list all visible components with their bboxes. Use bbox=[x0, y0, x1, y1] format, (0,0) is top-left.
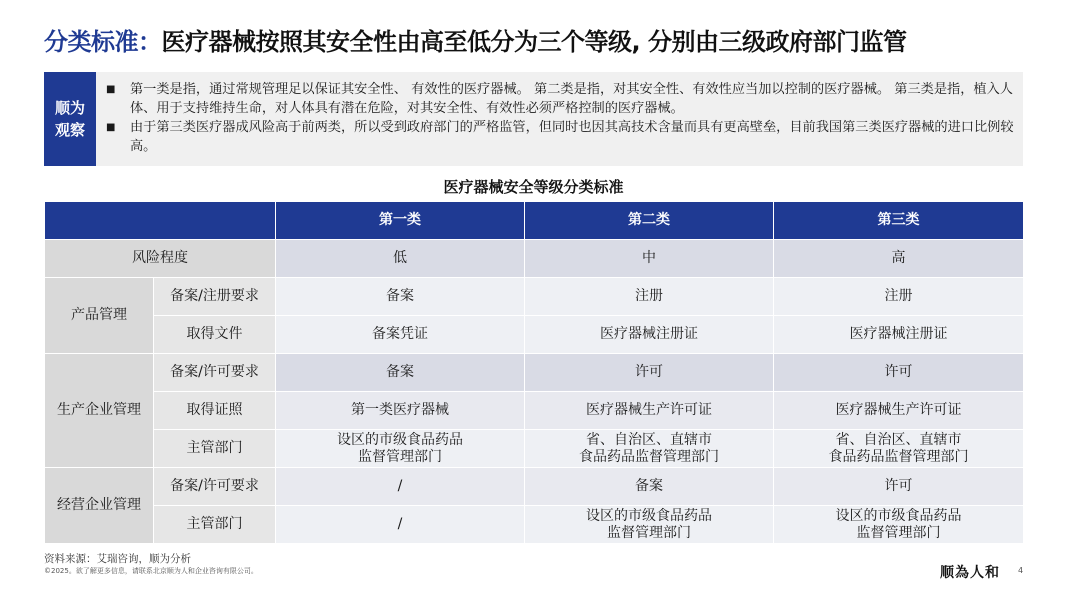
table-header-row bbox=[45, 202, 1024, 240]
product-mgmt-label: 产品管理 bbox=[45, 278, 154, 354]
risk-class-2: 中 bbox=[525, 240, 774, 278]
observation-text-1: 第一类是指，通过常规管理足以保证其安全性、 有效性的医疗器械。 第二类是指，对其安全性、有效性应当加以控制的医疗器械。 第三类是指，植入人体、用于支持维持生命，对人体具有潜在危险，对其安全性、有效性必须严格控制的医疗器械。 bbox=[130, 82, 1013, 116]
cell-line-2: 食品药品监督管理部门 bbox=[828, 448, 969, 465]
observation-label bbox=[44, 72, 96, 166]
header-class-1: 第一类 bbox=[276, 202, 525, 240]
observation-panel bbox=[44, 72, 1023, 166]
observation-list bbox=[106, 80, 1017, 156]
header-class-2: 第二类 bbox=[525, 202, 774, 240]
table-row bbox=[45, 430, 1024, 468]
title-accent: 分类标准： bbox=[44, 28, 162, 56]
table-row bbox=[45, 354, 1024, 392]
production-row-3-label: 主管部门 bbox=[154, 430, 276, 468]
page-number: 4 bbox=[1018, 566, 1024, 575]
observation-text-2: 由于第三类医疗器成风险高于前两类，所以受到政府部门的严格监管，但同时也因其高技术含量而具有更高壁垒，目前我国第三类医疗器械的进口比例较高。 bbox=[130, 120, 1014, 154]
header-blank bbox=[45, 202, 276, 240]
production-row-3-class-3 bbox=[774, 430, 1024, 468]
product-row-2-class-3: 医疗器械注册证 bbox=[774, 316, 1024, 354]
cell-line-1: 设区的市级食品药品 bbox=[835, 507, 962, 524]
header-class-3: 第三类 bbox=[774, 202, 1024, 240]
production-row-1-class-1: 备案 bbox=[276, 354, 525, 392]
cell-line-1: 设区的市级食品药品 bbox=[586, 507, 712, 524]
production-row-2-label: 取得证照 bbox=[154, 392, 276, 430]
operation-mgmt-label: 经营企业管理 bbox=[45, 468, 154, 544]
operation-row-2-class-1 bbox=[276, 506, 525, 544]
company-logo: 顺為人和 bbox=[940, 565, 1000, 581]
observation-bullet-1 bbox=[106, 80, 1017, 118]
table-row bbox=[45, 506, 1024, 544]
product-row-2-label: 取得文件 bbox=[154, 316, 276, 354]
cell-line-2: 监督管理部门 bbox=[856, 524, 941, 541]
operation-row-1-class-3: 许可 bbox=[774, 468, 1024, 506]
product-row-1-class-1: 备案 bbox=[276, 278, 525, 316]
production-row-1-label: 备案/许可要求 bbox=[154, 354, 276, 392]
operation-row-1-label: 备案/许可要求 bbox=[154, 468, 276, 506]
operation-row-1-class-1: / bbox=[276, 468, 525, 506]
production-mgmt-label: 生产企业管理 bbox=[45, 354, 154, 468]
product-row-2-class-1: 备案凭证 bbox=[276, 316, 525, 354]
cell-line-1: 设区的市级食品药品 bbox=[337, 431, 463, 448]
title-main: 医疗器械按照其安全性由高至低分为三个等级, 分别由三级政府部门监管 bbox=[161, 28, 907, 56]
source-note: 资料来源：艾瑞咨询，顺为分析 bbox=[44, 553, 191, 565]
operation-row-1-class-2: 备案 bbox=[525, 468, 774, 506]
production-row-2-class-3: 医疗器械生产许可证 bbox=[774, 392, 1024, 430]
cell-line-2: 食品药品监督管理部门 bbox=[579, 448, 719, 465]
product-row-1-label: 备案/注册要求 bbox=[154, 278, 276, 316]
observation-label-line1: 顺为 bbox=[54, 99, 85, 117]
production-row-1-class-3: 许可 bbox=[774, 354, 1024, 392]
observation-label-line2: 观察 bbox=[54, 121, 85, 139]
product-row-1-class-2: 注册 bbox=[525, 278, 774, 316]
table-caption: 医疗器械安全等级分类标准 bbox=[443, 178, 624, 196]
cell-line-1: / bbox=[397, 516, 403, 532]
table-row bbox=[45, 278, 1024, 316]
product-row-1-class-3: 注册 bbox=[774, 278, 1024, 316]
risk-class-3: 高 bbox=[774, 240, 1024, 278]
risk-class-1: 低 bbox=[276, 240, 525, 278]
operation-row-2-class-3 bbox=[774, 506, 1024, 544]
production-row-2-class-2: 医疗器械生产许可证 bbox=[525, 392, 774, 430]
classification-table bbox=[44, 201, 1024, 544]
operation-row-2-class-2 bbox=[525, 506, 774, 544]
copyright-note: ©2025。欲了解更多信息，请联系北京顺为人和企业咨询有限公司。 bbox=[44, 567, 258, 575]
production-row-3-class-1 bbox=[276, 430, 525, 468]
production-row-3-class-2 bbox=[525, 430, 774, 468]
cell-line-2: 监督管理部门 bbox=[607, 524, 691, 541]
page-title bbox=[44, 22, 906, 57]
table-row bbox=[45, 240, 1024, 278]
cell-line-1: 省、自治区、直辖市 bbox=[586, 431, 712, 448]
cell-line-2: 监督管理部门 bbox=[358, 448, 442, 465]
table-row bbox=[45, 468, 1024, 506]
square-bullet-icon: ■ bbox=[106, 84, 116, 95]
operation-row-2-label: 主管部门 bbox=[154, 506, 276, 544]
cell-line-1: 省、自治区、直辖市 bbox=[835, 431, 962, 448]
observation-bullet-2 bbox=[106, 118, 1017, 156]
production-row-1-class-2: 许可 bbox=[525, 354, 774, 392]
table-row bbox=[45, 316, 1024, 354]
square-bullet-icon: ■ bbox=[106, 122, 116, 133]
production-row-2-class-1: 第一类医疗器械 bbox=[276, 392, 525, 430]
product-row-2-class-2: 医疗器械注册证 bbox=[525, 316, 774, 354]
risk-label: 风险程度 bbox=[45, 240, 276, 278]
table-row bbox=[45, 392, 1024, 430]
